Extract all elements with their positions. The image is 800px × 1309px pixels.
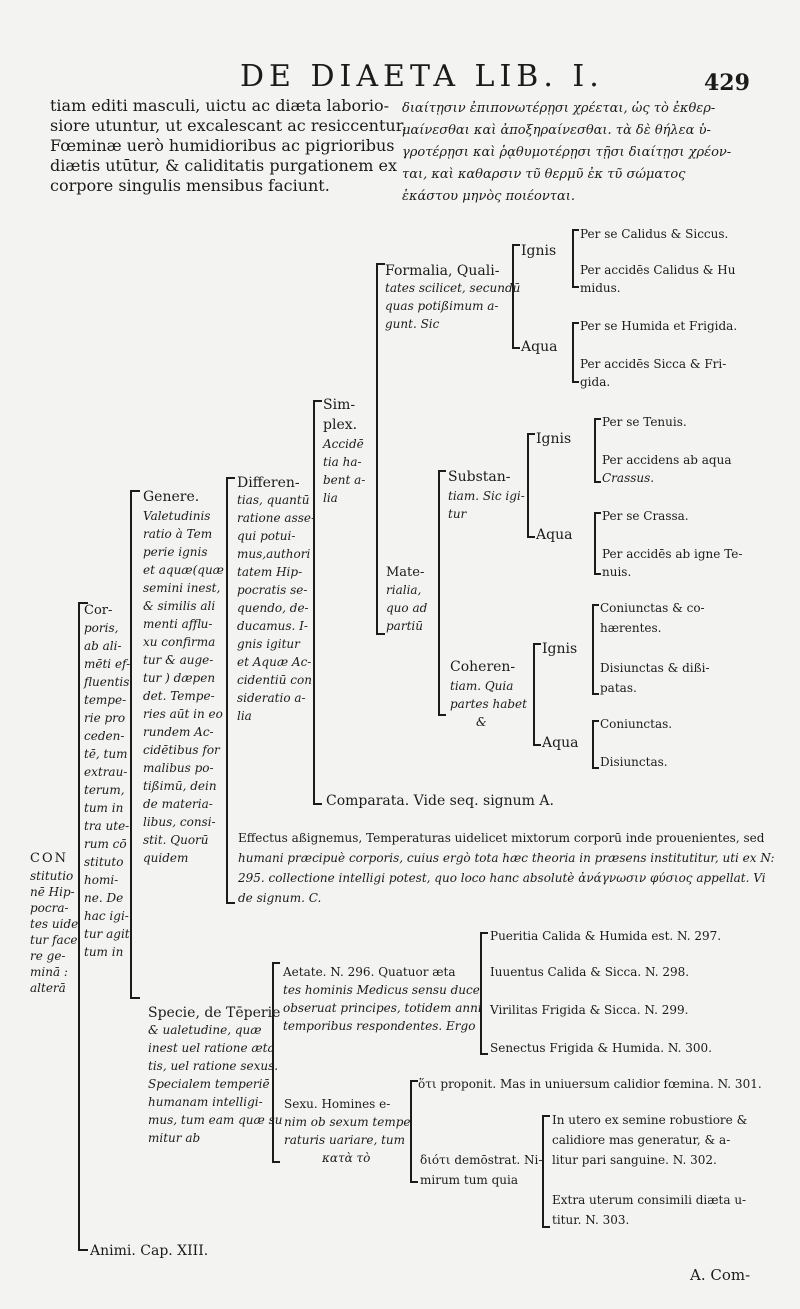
materialia-bracket [438, 470, 440, 715]
c-aqua-bracket-top [592, 720, 599, 722]
differentias-line: lia [237, 709, 252, 723]
c-ignis-disiunctas-cont: patas. [600, 681, 637, 695]
genere-bracket-bottom [226, 902, 235, 904]
differentias-bracket-top [313, 400, 322, 402]
root-line: CON [30, 851, 68, 866]
extra-line: titur. N. 303. [552, 1213, 630, 1227]
utero-line: calidiore mas generatur, & a- [552, 1133, 731, 1147]
c-ignis-coniunctas-cont: hærentes. [600, 621, 662, 635]
coherentiam-bracket [533, 643, 535, 745]
formalia-line: tates scilicet, secundū [385, 281, 521, 295]
root-line: nē Hip- [30, 885, 75, 899]
specie-line: Specialem temperiē [148, 1077, 270, 1091]
differentias-line: Differen- [237, 475, 300, 491]
genere-line: perie ignis [143, 545, 208, 559]
c-ignis-coniunctas: Coniunctas & co- [600, 601, 705, 615]
materialia-line: quo ad [386, 601, 428, 615]
s-aqua-per-accidens: Per accidēs ab igne Te- [602, 547, 743, 561]
genere-line: ries aūt in eo [143, 707, 223, 721]
corporis-bracket-top [130, 490, 140, 492]
aetate-line: obseruat principes, totidem anni [283, 1001, 482, 1015]
formalia-line: gunt. Sic [385, 317, 440, 331]
simplex-bracket [376, 263, 378, 634]
c-ignis-bracket-top [592, 604, 599, 606]
differentias-line: ratione asse- [237, 511, 316, 525]
c-aqua-coniunctas: Coniunctas. [600, 717, 673, 731]
specie-bracket-bottom [272, 1161, 280, 1163]
f-aqua-bracket-top [572, 322, 579, 324]
corporis-line: Cor- [84, 603, 113, 618]
differentias-line: quendo, de- [237, 601, 309, 615]
differentias-line: pocratis se- [237, 583, 308, 597]
page-number: 429 [704, 70, 750, 96]
materialia-bracket-top [438, 470, 446, 472]
intro-latin-line: diætis utūtur, & caliditatis purgationem ex [50, 156, 397, 175]
aetate-line: tes hominis Medicus sensu duce [283, 983, 480, 997]
corporis-line: fluentis [84, 675, 130, 689]
specie-line: mus, tum eam quæ su [148, 1113, 283, 1127]
simplex-line: lia [323, 491, 338, 505]
f-ignis-per-se: Per se Calidus & Siccus. [580, 227, 729, 241]
genere-line: menti afflu- [143, 617, 213, 631]
intro-greek-line: γροτέρῃσι καὶ ῥᾳθυμοτέρῃσι τῇσι διαίτῃσι χρέον- [402, 145, 732, 160]
specie-line: tis, uel ratione sexus. [148, 1059, 279, 1073]
coherentiam-line: Coheren- [450, 659, 516, 675]
materialia-line: partiū [386, 619, 423, 633]
corporis-line: extrau- [84, 765, 128, 779]
genere-line: tur ) dæpen [143, 671, 216, 685]
aetate-bracket-top [480, 932, 488, 934]
differentias-line: cidentiū con [237, 673, 312, 687]
s-ignis-bracket-bottom [594, 481, 601, 483]
genere-line: Valetudinis [143, 509, 211, 523]
s-ignis-bracket-top [594, 418, 601, 420]
substantiam-line: tur [448, 507, 467, 521]
corporis-line: ne. De [84, 891, 124, 905]
s-aqua-bracket-top [594, 512, 601, 514]
formalia-line: Formalia, Quali- [385, 263, 500, 279]
genere-line: xu confirma [143, 635, 216, 649]
root-bracket-bottom [78, 1249, 88, 1251]
differentias-line: qui potui- [237, 529, 296, 543]
coherentiam-line: & [476, 715, 487, 729]
corporis-line: tra ute- [84, 819, 130, 833]
age-iuuentus: Iuuentus Calida & Sicca. N. 298. [490, 965, 690, 979]
corporis-line: hac igi- [84, 909, 129, 923]
genere-line: stit. Quorū [143, 833, 209, 847]
intro-latin-line: tiam editi masculi, uictu ac diæta laborio- [50, 96, 389, 115]
corporis-line: rum cō [84, 837, 127, 851]
differentias-bracket-bottom [313, 803, 322, 805]
specie-line: Specie, de Tēperie [148, 1005, 281, 1021]
effectus-line: Effectus aßignemus, Temperaturas uidelicet mixtorum corporū inde prouenientes, sed [238, 831, 765, 845]
genere-line: ratio à Tem [143, 527, 213, 541]
dioti-bracket-bottom [542, 1226, 550, 1228]
f-ignis-per-accidens: Per accidēs Calidus & Hu [580, 263, 736, 277]
s-ignis-bracket [594, 418, 596, 482]
root-line: stitutio [30, 869, 74, 883]
extra-line: Extra uterum consimili diæta u- [552, 1193, 747, 1207]
f-ignis-bracket-bottom [572, 286, 579, 288]
sexu-line: κατὰ τὸ [322, 1151, 371, 1165]
f-aqua-per-accidens: Per accidēs Sicca & Fri- [580, 357, 727, 371]
s-aqua-per-accidens-cont: nuis. [602, 565, 632, 579]
intro-greek-line: μαίνεσθαι καὶ ἀποξηραίνεσθαι. τὰ δὲ θήλεα ὑ- [402, 123, 711, 138]
intro-latin-line: Fœminæ uerò humidioribus ac pigrioribus [50, 136, 395, 155]
intro-latin-line: corpore singulis mensibus faciunt. [50, 176, 330, 195]
root-line: re ge- [30, 949, 66, 963]
c-aqua-disiunctas: Disiunctas. [600, 755, 668, 769]
substantiam-bracket-top [527, 433, 535, 435]
substantiam-line: tiam. Sic igi- [448, 489, 525, 503]
f-ignis-per-accidens-cont: midus. [580, 281, 621, 295]
genere-line: & similis ali [143, 599, 216, 613]
genere-line: tißimū, dein [143, 779, 217, 793]
utero-line: In utero ex semine robustiore & [552, 1113, 748, 1127]
materialia-line: Mate- [386, 565, 425, 580]
f-ignis-bracket [572, 229, 574, 287]
genere-line: de materia- [143, 797, 213, 811]
genere-line: det. Tempe- [143, 689, 215, 703]
substantiam-bracket-bottom [527, 536, 535, 538]
genere-line: libus, consi- [143, 815, 216, 829]
simplex-line: plex. [323, 417, 358, 433]
effectus-line: humani præcipuè corporis, cuius ergò tota hæc theoria in præsens institutitur, uti ex N: [238, 851, 775, 865]
genere-line: malibus po- [143, 761, 214, 775]
corporis-line: tum in [84, 945, 124, 959]
hoti-node: ὅτι proponit. Mas in uniuersum calidior fœmina. N. 301. [418, 1077, 762, 1091]
age-senectus: Senectus Frigida & Humida. N. 300. [490, 1041, 712, 1055]
f-aqua-per-se: Per se Humida et Frigida. [580, 319, 738, 333]
differentias-line: sideratio a- [237, 691, 306, 705]
coherentiam-line: partes habet [450, 697, 527, 711]
sexu-line: nim ob sexum tempe [284, 1115, 411, 1129]
formalia-bracket-top [512, 244, 520, 246]
differentias-line: tatem Hip- [237, 565, 303, 579]
differentias-line: tias, quantū [237, 493, 310, 507]
root-line: tur face [30, 933, 78, 947]
aetate-bracket-bottom [480, 1053, 488, 1055]
simplex-bracket-top [376, 263, 385, 265]
corporis-bracket-bottom [130, 997, 140, 999]
formalia-line: quas potißimum a- [385, 299, 499, 313]
coherentiam-bracket-top [533, 643, 541, 645]
f-ignis-bracket-top [572, 229, 579, 231]
dioti-line: διότι demōstrat. Ni- [420, 1153, 543, 1167]
corporis-line: tē, tum [84, 747, 128, 761]
corporis-line: ceden- [84, 729, 125, 743]
corporis-line: homi- [84, 873, 119, 887]
corporis-line: tur agit [84, 927, 130, 941]
effectus-line: 295. collectione intelligi potest, quo loco hanc absolutè ἀνάγνωσιν φύσιος appellat. Vi [238, 871, 766, 885]
materialia-bracket-bottom [438, 714, 446, 716]
intro-greek-line: ἑκάστου μηνὸς ποιέονται. [402, 189, 575, 204]
s-ignis-per-se: Per se Tenuis. [602, 415, 687, 429]
intro-latin-line: siore utuntur, ut excalescant ac resiccentur. [50, 116, 407, 135]
genere-line: et aquæ(quæ [143, 563, 224, 577]
differentias-bracket [313, 400, 315, 804]
materialia-line: rialia, [386, 583, 422, 597]
sexu-bracket-bottom [410, 1181, 418, 1183]
intro-greek-line: διαίτῃσιν ἐπιπονωτέρῃσι χρέεται, ὡς τὸ ἐκθερ- [402, 101, 716, 116]
root-line: tes uide [30, 917, 79, 931]
f-aqua-per-accidens-cont: gida. [580, 375, 611, 389]
genere-line: cidētibus for [143, 743, 220, 757]
formalia-bracket [512, 244, 514, 348]
corporis-line: poris, [84, 621, 119, 635]
root-line: pocra- [30, 901, 69, 915]
simplex-line: bent a- [323, 473, 366, 487]
coherentiam-bracket-bottom [533, 744, 541, 746]
genere-line: Genere. [143, 489, 200, 505]
running-title: DE DIAETA LIB. I. [240, 59, 604, 94]
differentias-line: ducamus. I- [237, 619, 308, 633]
simplex-line: Accidē [323, 437, 364, 451]
comparata-node: Comparata. Vide seq. signum A. [326, 793, 554, 809]
f-aqua-bracket-bottom [572, 381, 579, 383]
corporis-line: ab ali- [84, 639, 122, 653]
intro-greek-line: ται, καὶ καθαρσιν τῦ θερμῦ ἐκ τῦ σώματος [402, 167, 686, 182]
s-aqua-bracket [594, 512, 596, 574]
c-ignis-disiunctas: Disiunctas & dißi- [600, 661, 710, 675]
corporis-line: terum, [84, 783, 125, 797]
corporis-line: stituto [84, 855, 124, 869]
c-aqua-bracket [592, 720, 594, 768]
coherentiam-ignis-label: Ignis [542, 641, 578, 657]
aetate-line: temporibus respondentes. Ergo [283, 1019, 476, 1033]
corporis-line: mēti ef- [84, 657, 131, 671]
differentias-line: mus,authori [237, 547, 311, 561]
s-aqua-per-se: Per se Crassa. [602, 509, 689, 523]
effectus-line: de signum. C. [238, 891, 322, 905]
root-line: minā : [30, 965, 68, 979]
dioti-bracket-top [542, 1115, 550, 1117]
aetate-bracket [480, 932, 482, 1054]
utero-line: litur pari sanguine. N. 302. [552, 1153, 717, 1167]
sexu-bracket [410, 1080, 412, 1182]
specie-line: mitur ab [148, 1131, 201, 1145]
sexu-line: Sexu. Homines e- [284, 1097, 391, 1111]
c-ignis-bracket [592, 604, 594, 694]
s-ignis-per-accidens-cont: Crassus. [602, 471, 655, 485]
animi-node: Animi. Cap. XIII. [90, 1243, 209, 1259]
simplex-line: tia ha- [323, 455, 362, 469]
genere-line: semini inest, [143, 581, 221, 595]
genere-bracket [226, 477, 228, 903]
genere-line: tur & auge- [143, 653, 214, 667]
coherentiam-aqua-label: Aqua [542, 735, 579, 751]
dioti-line: mirum tum quia [420, 1173, 519, 1187]
substantiam-aqua-label: Aqua [536, 527, 573, 543]
age-pueritia: Pueritia Calida & Humida est. N. 297. [490, 929, 722, 943]
s-aqua-bracket-bottom [594, 573, 601, 575]
catchword: A. Com- [690, 1266, 751, 1284]
specie-line: humanam intelligi- [148, 1095, 263, 1109]
formalia-ignis-label: Ignis [521, 243, 557, 259]
aetate-line: Aetate. N. 296. Quatuor æta [283, 965, 456, 979]
corporis-bracket [130, 490, 132, 998]
corporis-line: tum in [84, 801, 124, 815]
age-virilitas: Virilitas Frigida & Sicca. N. 299. [490, 1003, 689, 1017]
genere-line: rundem Ac- [143, 725, 214, 739]
formalia-bracket-bottom [512, 347, 520, 349]
f-aqua-bracket [572, 322, 574, 382]
c-ignis-bracket-bottom [592, 693, 599, 695]
substantiam-ignis-label: Ignis [536, 431, 572, 447]
substantiam-line: Substan- [448, 469, 511, 485]
differentias-line: gnis igitur [237, 637, 300, 651]
s-ignis-per-accidens: Per accidens ab aqua [602, 453, 732, 467]
sexu-line: raturis uariare, tum [284, 1133, 405, 1147]
coherentiam-line: tiam. Quia [450, 679, 514, 693]
dioti-bracket [542, 1115, 544, 1227]
corporis-line: tempe- [84, 693, 127, 707]
sexu-bracket-top [410, 1080, 418, 1082]
genere-line: quidem [143, 851, 189, 865]
simplex-line: Sim- [323, 397, 356, 413]
specie-line: & ualetudine, quæ [148, 1023, 262, 1037]
differentias-line: et Aquæ Ac- [237, 655, 312, 669]
genere-bracket-top [226, 477, 235, 479]
formalia-aqua-label: Aqua [521, 339, 558, 355]
c-aqua-bracket-bottom [592, 767, 599, 769]
simplex-bracket-bottom [376, 633, 385, 635]
root-line: alterā [30, 981, 66, 995]
specie-bracket-top [272, 962, 280, 964]
substantiam-bracket [527, 433, 529, 537]
corporis-line: rie pro [84, 711, 126, 725]
specie-line: inest uel ratione æta [148, 1041, 275, 1055]
